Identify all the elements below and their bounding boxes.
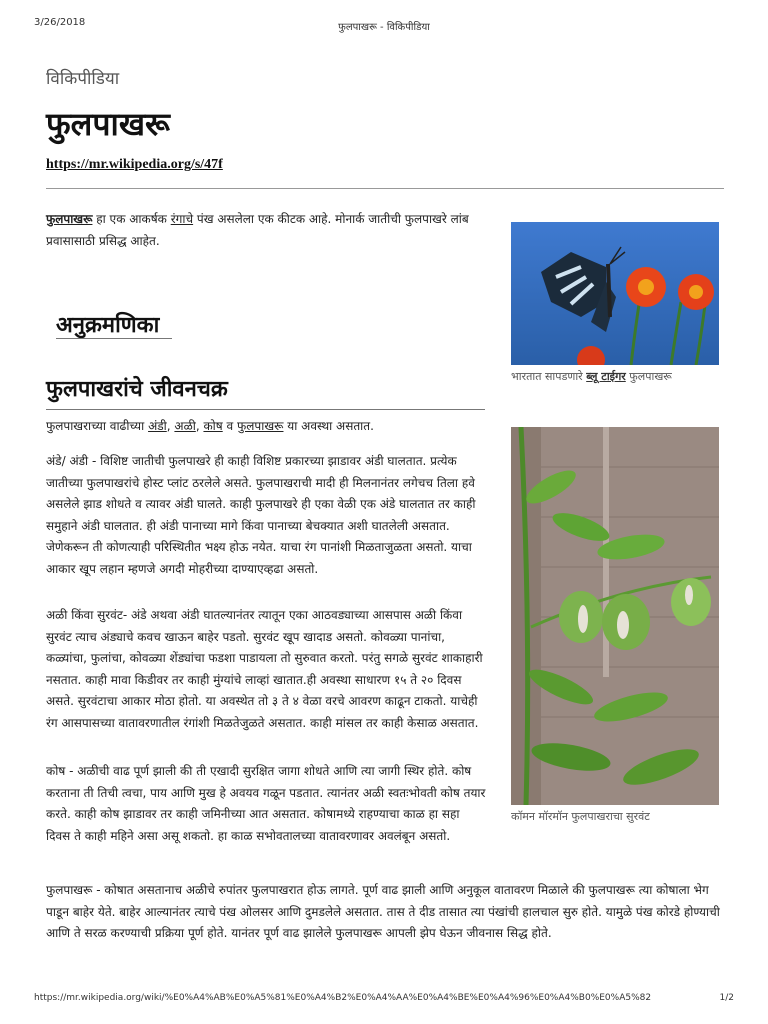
blue-tiger-butterfly-image[interactable] [511, 222, 719, 365]
caption1-text-1: भारतात सापडणारे [511, 370, 587, 383]
common-mormon-caterpillar-image[interactable] [511, 427, 719, 805]
adult-paragraph: फुलपाखरू - कोषात असतानाच अळीचे रुपांतर फुलपाखरात होऊ लागते. पूर्ण वाढ झाली आणि अनुकूल वातावरण मिळाले की फुलपाखरू त्या कोषाला भेग पाडून बाहेर येते. बाहेर आल्यानंतर त्याचे पंख ओलसर आणि दुमडलेले असतात. तास ते दीड तासात त्या पंखांची हालचाल सुरु होते. यामुळे पंख कोरडे होण्याची आणि ते सरळ करण्याची प्रक्रिया पूर्ण होते. यानंतर पूर्ण वाढ झालेले फुलपाखरू आपली झेप घेऊन जीवनास सिद्ध होते. [46, 883, 720, 940]
stages-comma-2: , [195, 419, 204, 433]
pupa-paragraph: कोष - अळीची वाढ पूर्ण झाली की ती एखादी सुरक्षित जागा शोधते आणि त्या जागी स्थिर होते. कोष करताना ती तिची त्वचा, पाय आणि मुख हे अवयव गळून पडतात. त्यानंतर अळी स्वतःभोवती कोष तयार करते. काही कोष झाडावर तर काही जमिनीच्या आत असतात. कोषामध्ये राहण्याचा काळ हा सहा दिवस ते काही महिने असा असू शकतो. हा काळ सभोवतालच्या वातावरणावर अवलंबून असतो. [46, 764, 486, 843]
print-header-title: फुलपाखरू - विकिपीडिया [338, 22, 430, 33]
stages-text-2: या अवस्था असतात. [283, 419, 374, 433]
intro-text-1: हा एक आकर्षक [92, 212, 171, 226]
caption1-text-2: फुलपाखरू [625, 370, 672, 383]
intro-paragraph [46, 209, 492, 252]
stages-comma-1: , [166, 419, 175, 433]
butterfly-caption [511, 369, 672, 384]
butterfly-link[interactable]: फुलपाखरू [237, 419, 284, 433]
blue-tiger-link[interactable]: ब्लू टाईगर [586, 370, 626, 383]
stages-and: व [222, 419, 238, 433]
egg-link[interactable]: अंडी [148, 419, 167, 433]
page-title: फुलपाखरू [46, 105, 170, 143]
caterpillar-illustration [511, 427, 719, 805]
color-link[interactable]: रंगाचे [170, 212, 194, 226]
intro-bold-term[interactable]: फुलपाखरू [46, 212, 93, 226]
page-number: 1/2 [719, 993, 734, 1003]
caterpillar-caption: कॉमन मॉरमॉन फुलपाखराचा सुरवंट [511, 810, 650, 823]
egg-paragraph: अंडे/ अंडी - विशिष्ट जातीची फुलपाखरे ही काही विशिष्ट प्रकारच्या झाडावर अंडी घालतात. प्रत्येक जातीच्या फुलपाखरांचे होस्ट प्लांट ठरलेले असते. फुलपाखराची मादी ही मिलनानंतर लगेचच तिला हवे असलेले झाड शोधते व त्यावर अंडी घालते. काही फुलपाखरे ही एका वेळी एक अंडे घालतात तर काही समुहाने अंडी घालतात. ही अंडी पानाच्या मागे किंवा पानाच्या बेचक्यात अशी घातलेली असतात. जेणेकरून ती कोणत्याही परिस्थितीत भक्ष्य होऊ नयेत. याचा रंग पानांशी मिळताजुळता असतो. याचा आकार खूप लहान म्हणजे अगदी मोहरीच्या दाण्याएव्हढा असतो. [46, 454, 476, 576]
stages-text-1: फुलपाखराच्या वाढीच्या [46, 419, 149, 433]
toc-heading: अनुक्रमणिका [56, 313, 160, 338]
footer-url: https://mr.wikipedia.org/wiki/%E0%A4%AB%E0%A5%81%E0%A4%B2%E0%A4%AA%E0%A4%BE%E0%A4%96%E0%A4%B0%E0%A5%82 [34, 993, 652, 1003]
butterfly-illustration [511, 222, 719, 365]
larva-link[interactable]: अळी [174, 419, 196, 433]
lifecycle-heading: फुलपाखरांचे जीवनचक्र [46, 377, 228, 402]
site-name[interactable]: विकिपीडिया [46, 69, 120, 89]
intro-text-2: पंख असलेला एक कीटक आहे. मोनार्क जातीची फुलपाखरे लांब प्रवासासाठी प्रसिद्ध आहेत. [46, 212, 469, 248]
larva-paragraph: अळी किंवा सुरवंट- अंडे अथवा अंडी घातल्यानंतर त्यातून एका आठवड्याच्या आसपास अळी किंवा सुरवंट त्याच अंड्याचे कवच खाऊन बाहेर पडतो. सुरवंट खूप खादाड असतो. कोवळ्या पानांचा, कळ्यांचा, फुलांचा, कोवळ्या शेंड्यांचा फडशा पाडायला तो सुरुवात करतो. परंतु सगळे सुरवंट शाकाहारी नसतात. काही मावा किडीवर तर काही मुंग्यांचे लाव्हां खातात.ही अवस्था साधारण १५ ते २० दिवस असते. सुरवंटाचा आकार मोठा होतो. या अवस्थेत तो ३ ते ४ वेळा वरचे आवरण काढून टाकतो. याचेही रंग आसपासच्या वातावरणातील रंगांशी मिळतेजुळते असतात. काही मांसल तर काही केसाळ असतात. [46, 608, 483, 730]
stages-paragraph [46, 416, 492, 438]
title-divider [46, 188, 724, 189]
print-date: 3/26/2018 [34, 17, 86, 28]
lifecycle-underline [46, 409, 485, 410]
pupa-link[interactable]: कोष [203, 419, 223, 433]
short-url-link[interactable]: https://mr.wikipedia.org/s/47f [46, 157, 223, 172]
toc-underline [56, 338, 172, 339]
